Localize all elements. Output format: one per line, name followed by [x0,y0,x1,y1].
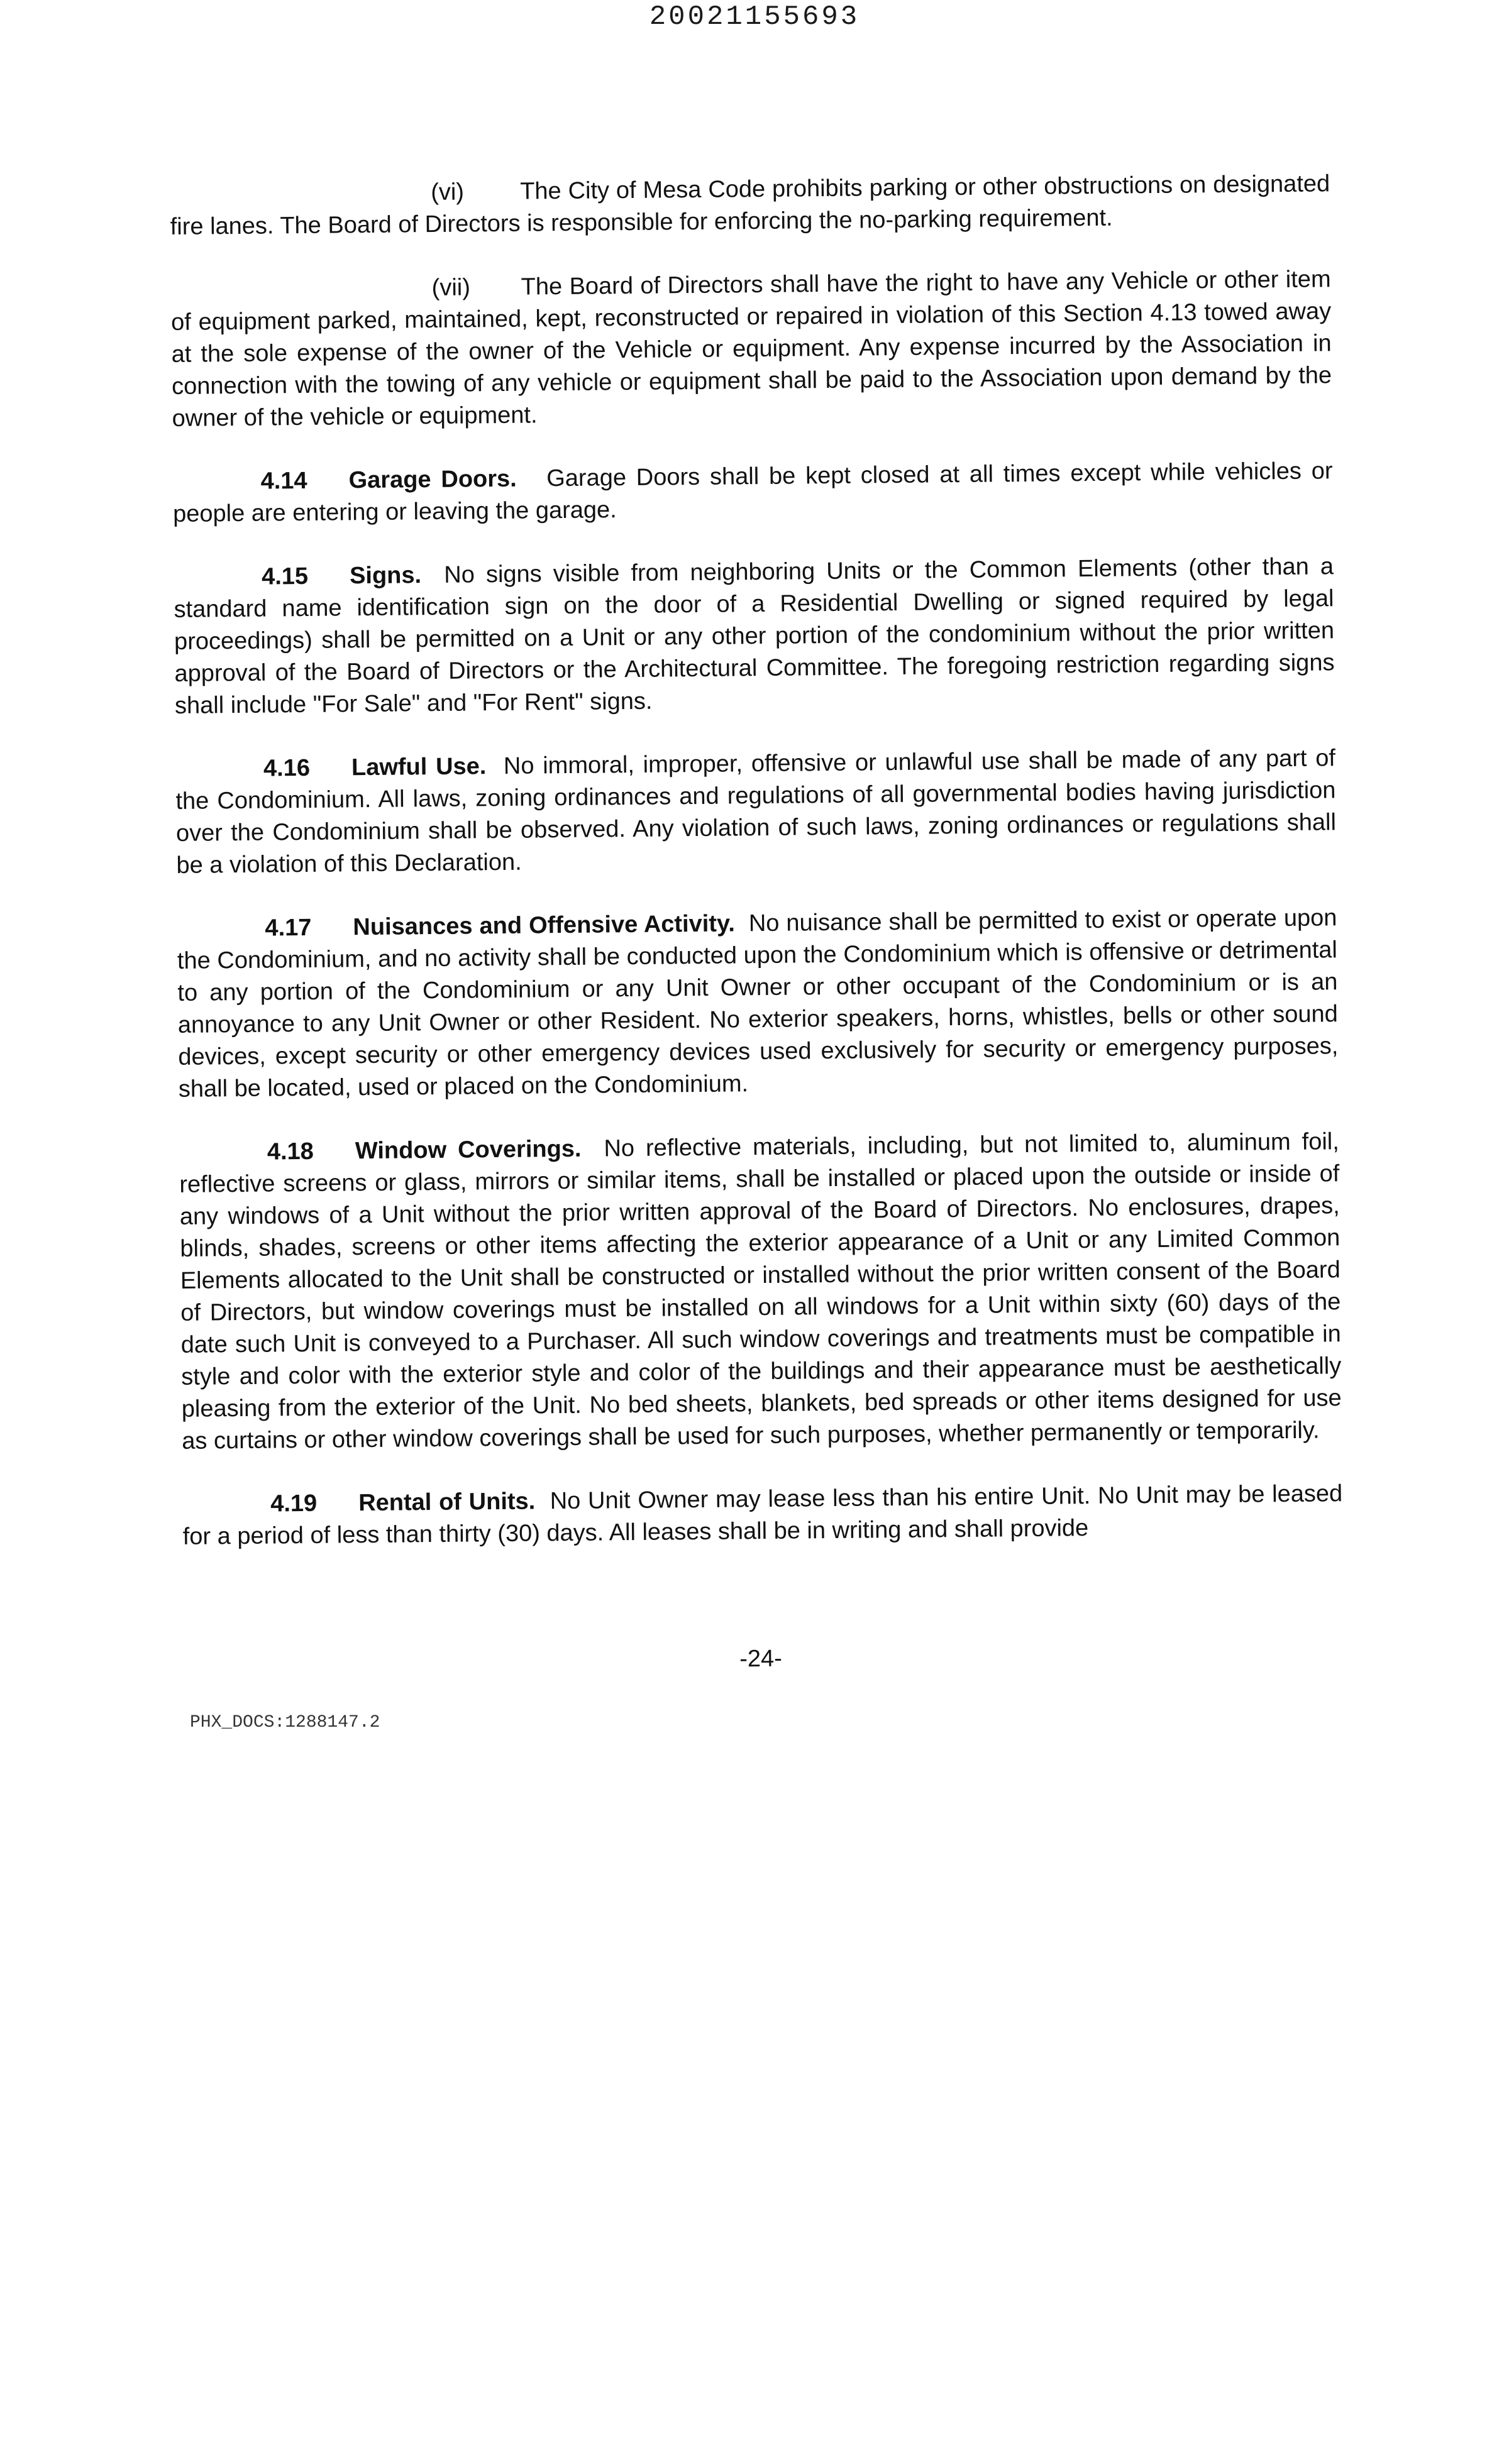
subparagraph-label: (vii) [431,274,471,302]
section-heading: Signs. [349,562,422,590]
subparagraph-vii [170,263,1332,435]
section-heading: Lawful Use. [351,753,487,781]
section-text: No nuisance shall be permitted to exist or operate upon the Condominium, and no activity shall be conducted upon the Condominium which is offensive or detrimental to any portion of the Condominium or any Unit Owner or other occupant of the Condominium or is an annoyance to any Unit Owner or other Resident. No exterior speakers, horns, whistles, bells or other sound devices, except security or other emergency devices used exclusively for security or emergency purposes, shall be located, used or placed on the Condominium. [177,905,1339,1103]
section-number: 4.16 [263,754,311,782]
document-body [170,168,1343,1553]
section-4-16 [175,742,1337,882]
subparagraph-vi [170,168,1330,243]
recording-number: 20021155693 [649,1,860,33]
section-text: No Unit Owner may lease less than his entire Unit. No Unit may be leased for a period of less than thirty (30) days. All leases shall be in writing and shall provide [182,1480,1343,1550]
section-4-19 [182,1478,1343,1553]
subparagraph-label: (vi) [431,179,465,206]
section-number: 4.14 [260,467,307,495]
section-text: No immoral, improper, offensive or unlawful use shall be made of any part of the Condominium. All laws, zoning ordinances and regulations of all governmental bodies having jurisdiction over the Condominium shall be observed. Any violation of such laws, zoning ordinances or regulations shall be a violation of this Declaration. [175,745,1337,879]
section-text: Garage Doors shall be kept closed at all times except while vehicles or people are entering or leaving the garage. [172,458,1333,527]
page-number: -24- [739,1645,782,1673]
section-heading: Garage Doors. [348,465,517,494]
section-4-17 [177,902,1339,1106]
section-4-14 [172,455,1333,531]
section-number: 4.15 [261,563,309,590]
section-heading: Window Coverings. [355,1135,582,1165]
section-heading: Nuisances and Offensive Activity. [353,910,736,941]
section-4-18 [179,1126,1342,1458]
subparagraph-text: The Board of Directors shall have the right to have any Vehicle or other item of equipment parked, maintained, kept, reconstructed or repaired in violation of this Section 4.13 towed away at the sole expense of the owner of the Vehicle or equipment. Any expense incurred by the Association in connection with the towing of any vehicle or equipment shall be paid to the Association upon demand by the owner of the vehicle or equipment. [170,266,1332,432]
document-id-footer: PHX_DOCS:1288147.2 [190,1713,380,1732]
section-text: No signs visible from neighboring Units or the Common Elements (other than a standard name identification sign on the door of a Residential Dwelling or signed required by legal proceedings) shall be permitted on a Unit or any other portion of the condominium without the prior written approval of the Board of Directors or the Architectural Committee. The foregoing restriction regarding signs shall include "For Sale" and "For Rent" signs. [174,553,1335,719]
section-number: 4.17 [265,914,312,942]
section-4-15 [174,551,1335,722]
section-number: 4.19 [270,1490,318,1517]
subparagraph-text: The City of Mesa Code prohibits parking or other obstructions on designated fire lanes. The Board of Directors is responsible for enforcing the no-parking requirement. [170,170,1330,240]
section-number: 4.18 [267,1138,314,1165]
section-heading: Rental of Units. [358,1488,536,1517]
section-text: No reflective materials, including, but not limited to, aluminum foil, reflective screens or glass, mirrors or similar items, shall be installed or placed upon the outside or inside of any windows of a Unit without the prior written approval of the Board of Directors. No enclosures, drapes, blinds, shades, screens or other items affecting the exterior appearance of a Unit or any Limited Common Elements allocated to the Unit shall be constructed or installed without the prior written consent of the Board of Directors, but window coverings must be installed on all windows for a Unit within sixty (60) days of the date such Unit is conveyed to a Purchaser. All such window coverings and treatments must be compatible in style and color with the exterior style and color of the buildings and their appearance must be aesthetically pleasing from the exterior of the Unit. No bed sheets, blankets, bed spreads or other items designed for use as curtains or other window coverings shall be used for such purposes, whether permanently or temporarily. [179,1128,1342,1455]
